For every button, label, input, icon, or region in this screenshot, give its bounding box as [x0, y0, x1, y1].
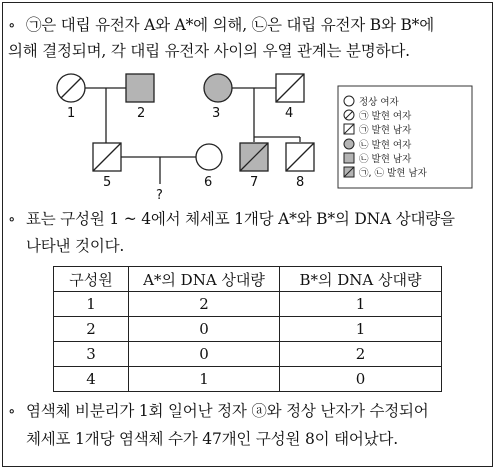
- member-6-symbol: [196, 144, 222, 170]
- trait1-female-icon: [344, 110, 354, 120]
- member-3-symbol: [204, 74, 232, 102]
- table-intro-line-1: 표는 구성원 1 ~ 4에서 체세포 1개당 A*와 B*의 DNA 상대량을: [26, 210, 455, 228]
- cell-a-star: 2: [129, 292, 280, 317]
- dna-table: [53, 266, 442, 392]
- legend-label-trait2-male: ㉡ 발현 남자: [359, 154, 412, 165]
- member-1-symbol: [57, 74, 85, 102]
- cell-member: 2: [54, 317, 129, 342]
- header-b-star: B*의 DNA 상대량: [280, 267, 442, 292]
- member-6-label: 6: [204, 175, 213, 190]
- bullet-icon: ∘: [8, 402, 16, 420]
- table-intro-line-2: 나타낸 것이다.: [26, 237, 125, 255]
- unknown-child-label: ?: [156, 188, 163, 203]
- member-4-label: 4: [285, 106, 294, 121]
- member-7-label: 7: [250, 175, 259, 190]
- member-7-symbol: [240, 143, 268, 171]
- header-member: 구성원: [54, 267, 129, 292]
- legend-label-trait1-female: ㉠ 발현 여자: [359, 111, 412, 122]
- legend-label-trait2-female: ㉡ 발현 여자: [359, 140, 412, 151]
- outro-line-2: 체세포 1개당 염색체 수가 47개인 구성원 8이 태어났다.: [26, 430, 398, 448]
- member-3-label: 3: [212, 106, 221, 121]
- intro-line-2: 의해 결정되며, 각 대립 유전자 사이의 우열 관계는 분명하다.: [8, 42, 410, 60]
- legend-label-both-male: ㉠, ㉡ 발현 남자: [359, 168, 427, 179]
- trait2-male-icon: [344, 153, 354, 163]
- cell-a-star: 0: [129, 317, 280, 342]
- member-1-label: 1: [67, 106, 76, 121]
- trait1-male-icon: [344, 124, 354, 134]
- member-2-label: 2: [137, 106, 146, 121]
- pedigree-legend: [338, 86, 472, 188]
- header-a-star: A*의 DNA 상대량: [129, 267, 280, 292]
- cell-member: 4: [54, 367, 129, 392]
- both-male-icon: [344, 167, 354, 177]
- table-row: [54, 367, 442, 392]
- table-row: [54, 342, 442, 367]
- member-5-symbol: [93, 143, 121, 171]
- table-header-row: [54, 267, 442, 292]
- intro-line-1: ㉠은 대립 유전자 A와 A*에 의해, ㉡은 대립 유전자 B와 B*에: [26, 16, 434, 34]
- cell-member: 1: [54, 292, 129, 317]
- cell-a-star: 1: [129, 367, 280, 392]
- member-8-symbol: [286, 143, 314, 171]
- normal-female-icon: [344, 96, 354, 106]
- table-row: [54, 317, 442, 342]
- table-row: [54, 292, 442, 317]
- trait2-female-icon: [344, 139, 354, 149]
- cell-b-star: 2: [280, 342, 442, 367]
- bullet-icon: ∘: [8, 16, 16, 34]
- cell-b-star: 0: [280, 367, 442, 392]
- legend-label-trait1-male: ㉠ 발현 남자: [359, 125, 412, 136]
- bullet-icon: ∘: [8, 210, 16, 228]
- cell-member: 3: [54, 342, 129, 367]
- member-2-symbol: [126, 74, 154, 102]
- cell-a-star: 0: [129, 342, 280, 367]
- legend-label-normal-female: 정상 여자: [359, 97, 399, 108]
- outro-line-1: 염색체 비분리가 1회 일어난 정자 ⓐ와 정상 난자가 수정되어: [26, 402, 429, 420]
- cell-b-star: 1: [280, 317, 442, 342]
- cell-b-star: 1: [280, 292, 442, 317]
- member-5-label: 5: [103, 175, 112, 190]
- member-4-symbol: [276, 74, 304, 102]
- member-8-label: 8: [296, 175, 305, 190]
